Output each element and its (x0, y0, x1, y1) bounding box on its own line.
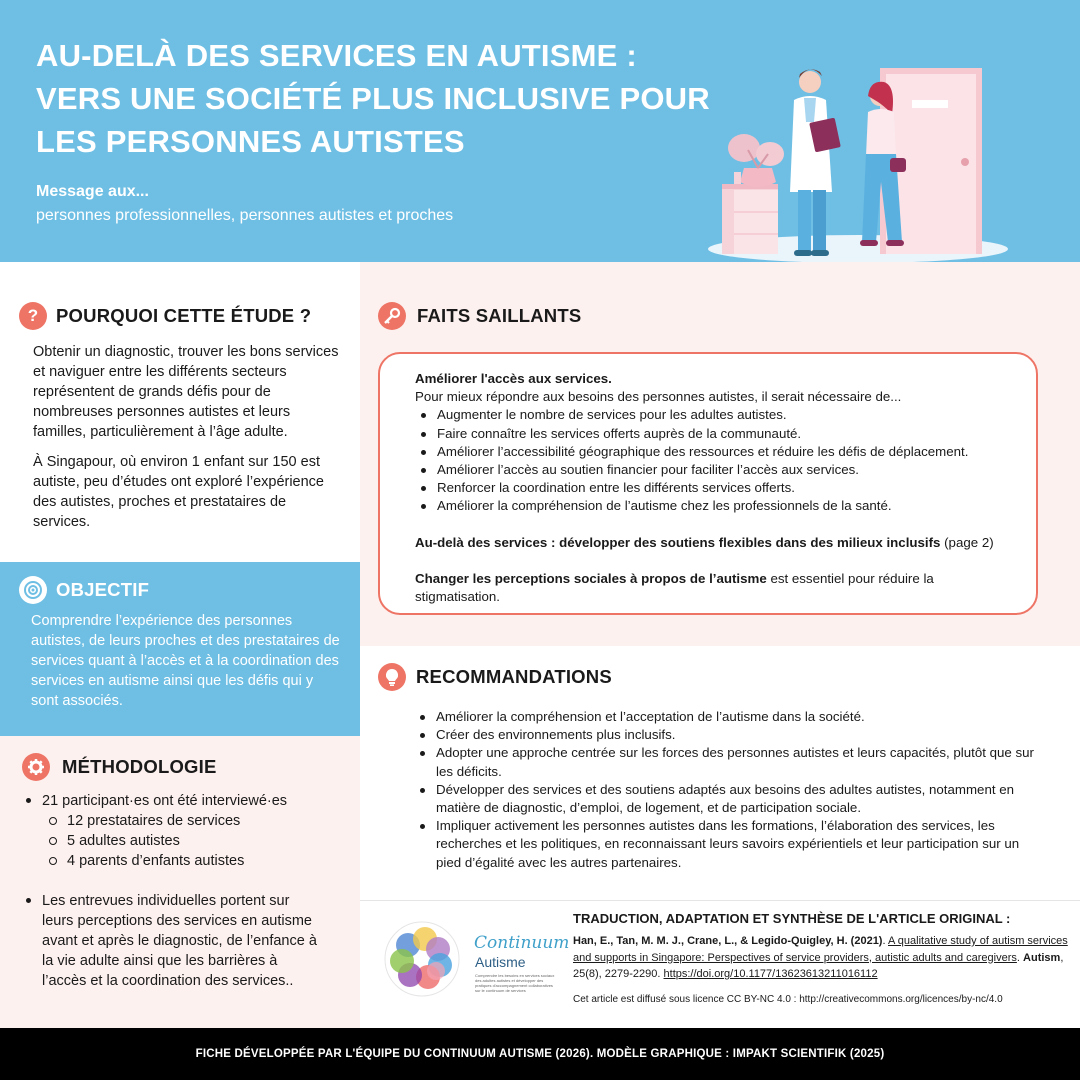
footer-credits: FICHE DÉVELOPPÉE PAR L'ÉQUIPE DU CONTINUUM AUTISME (2026). MODÈLE GRAPHIQUE : IMPAKT SCIENTIFIK (2025) (0, 1028, 1080, 1080)
method-item-participants-text: 21 participant·es ont été interviewé·es (42, 793, 288, 809)
facts-heading: FAITS SAILLANTS (417, 305, 582, 326)
logo-tagline: Comprendre les besoins en services sociaux des adultes autistes et développer des pratiques d'accompagnement collaboratives sur le continuum de services (475, 973, 555, 993)
method-sub-item: 5 adultes autistes (42, 831, 320, 851)
perceptions-line (415, 570, 1016, 606)
method-heading: MÉTHODOLOGIE (62, 756, 217, 777)
citation-authors: Han, E., Tan, M. M. J., Crane, L., & Legido-Quigley, H. (2021) (573, 935, 883, 947)
objective-heading-row (19, 576, 149, 604)
access-item: Renforcer la coordination entre les différents services offerts. (415, 479, 1016, 497)
recommendations-list (418, 708, 1038, 872)
beyond-services-bold: Au-delà des services : développer des soutiens flexibles dans des milieux inclusifs (415, 534, 941, 550)
section-source (360, 900, 1080, 1028)
flower-logo-icon (378, 919, 468, 999)
recommendation-item: Créer des environnements plus inclusifs. (418, 726, 1038, 744)
method-heading-row (22, 753, 217, 781)
access-item: Améliorer l’accès au soutien financier pour faciliter l’accès aux services. (415, 461, 1016, 479)
citation-volume: , 25(8), 2279-2290. (573, 951, 1064, 980)
beyond-services-page: (page 2) (940, 534, 994, 550)
section-objective (0, 562, 360, 736)
citation-separator: . (1016, 951, 1024, 964)
method-sub-item: 4 parents d’enfants autistes (42, 851, 320, 871)
reco-heading: RECOMMANDATIONS (416, 666, 612, 687)
section-why (0, 262, 360, 562)
question-icon: ? (19, 302, 47, 330)
gear-icon (22, 753, 50, 781)
why-paragraph-2: À Singapour, où environ 1 enfant sur 150 est autiste, peu d’études ont exploré l’expérience des autistes, proches et prestataires de services. (33, 454, 324, 530)
method-item-interviews: Les entrevues individuelles portent sur leurs perceptions des services en autisme avant et après le diagnostic, de l’enfance à la vie adulte ainsi que les barrières à l’accès et la coordination des services.. (20, 891, 320, 991)
why-heading-row (19, 302, 311, 330)
objective-heading: OBJECTIF (56, 579, 150, 600)
facts-heading-row (378, 302, 581, 330)
objective-text: Comprendre l’expérience des personnes autistes, de leurs proches et des prestataires de services quant à l’accès et à la coordination des services en autisme ainsi que les défis qui y sont associés. (31, 613, 340, 709)
license-text: Cet article est diffusé sous licence CC BY-NC 4.0 : http://creativecommons.org/licences/by-nc/4.0 (573, 994, 1003, 1005)
citation-separator: . (882, 935, 888, 947)
source-citation (573, 933, 1068, 983)
target-icon (19, 576, 47, 604)
doctor-patient-illustration (700, 62, 1010, 262)
section-recommendations (360, 646, 1080, 900)
why-heading: POURQUOI CETTE ÉTUDE ? (56, 305, 312, 326)
access-item: Améliorer l’accessibilité géographique des ressources et réduire les défis de déplacement. (415, 443, 1016, 461)
header-banner (0, 0, 1080, 262)
lightbulb-icon (378, 663, 406, 691)
highlights-box (378, 352, 1038, 615)
citation-doi-link[interactable]: https://doi.org/10.1177/13623613211016112 (663, 968, 878, 980)
section-highlights (360, 262, 1080, 646)
why-body (33, 342, 343, 532)
message-label: Message aux... (36, 183, 149, 200)
recommendation-item: Améliorer la compréhension et l’acceptation de l’autisme dans la société. (418, 708, 1038, 726)
access-title: Améliorer l'accès aux services. (415, 371, 612, 386)
message-audience: personnes professionnelles, personnes autistes et proches (36, 207, 454, 224)
access-item: Augmenter le nombre de services pour les adultes autistes. (415, 406, 1016, 424)
access-item: Améliorer la compréhension de l’autisme chez les professionnels de la santé. (415, 497, 1016, 515)
perceptions-rest: est essentiel pour réduire la stigmatisation. (415, 570, 934, 605)
why-paragraph-1: Obtenir un diagnostic, trouver les bons services et naviguer entre les différents secteurs représentent de grands défis pour de nombreuses personnes autistes et leurs familles, particulièrement à l’âge adulte. (33, 344, 339, 440)
continuum-autisme-logo (378, 919, 568, 1009)
method-sub-item: 12 prestataires de services (42, 811, 320, 831)
method-body (20, 791, 320, 991)
recommendation-item: Impliquer activement les personnes autistes dans les formations, l’élaboration des services, les recherches et les politiques, en reconnaissant leurs savoirs expérientiels et leur participation sur un pied d’égalité avec les autres partenaires. (418, 817, 1038, 872)
source-title: TRADUCTION, ADAPTATION ET SYNTHÈSE DE L'ARTICLE ORIGINAL : (573, 911, 1011, 926)
section-methodology (0, 736, 360, 1028)
access-item: Faire connaître les services offerts auprès de la communauté. (415, 425, 1016, 443)
logo-word-continuum: Continuum (474, 933, 570, 953)
recommendation-item: Développer des services et des soutiens adaptés aux besoins des adultes autistes, notamment en matière de diagnostic, d’emploi, de logement, et de participation sociale. (418, 781, 1038, 817)
citation-article-link[interactable]: A qualitative study of autism services and supports in Singapore: Perspectives of service providers, autistic adults and caregivers (573, 935, 1068, 964)
key-icon (378, 302, 406, 330)
page-title: AU-DELÀ DES SERVICES EN AUTISME : VERS UNE SOCIÉTÉ PLUS INCLUSIVE POUR LES PERSONNES AUTISTES (36, 38, 710, 159)
recommendation-item: Adopter une approche centrée sur les forces des personnes autistes et leurs capacités, plutôt que sur les déficits. (418, 744, 1038, 780)
citation-journal: Autism (1023, 951, 1061, 964)
reco-heading-row (378, 663, 612, 691)
method-item-participants (20, 791, 320, 871)
beyond-services-line (415, 534, 1016, 552)
perceptions-bold: Changer les perceptions sociales à propos de l’autisme (415, 570, 767, 586)
logo-word-autisme: Autisme (475, 954, 526, 970)
access-intro: Pour mieux répondre aux besoins des personnes autistes, il serait nécessaire de... (415, 389, 902, 405)
